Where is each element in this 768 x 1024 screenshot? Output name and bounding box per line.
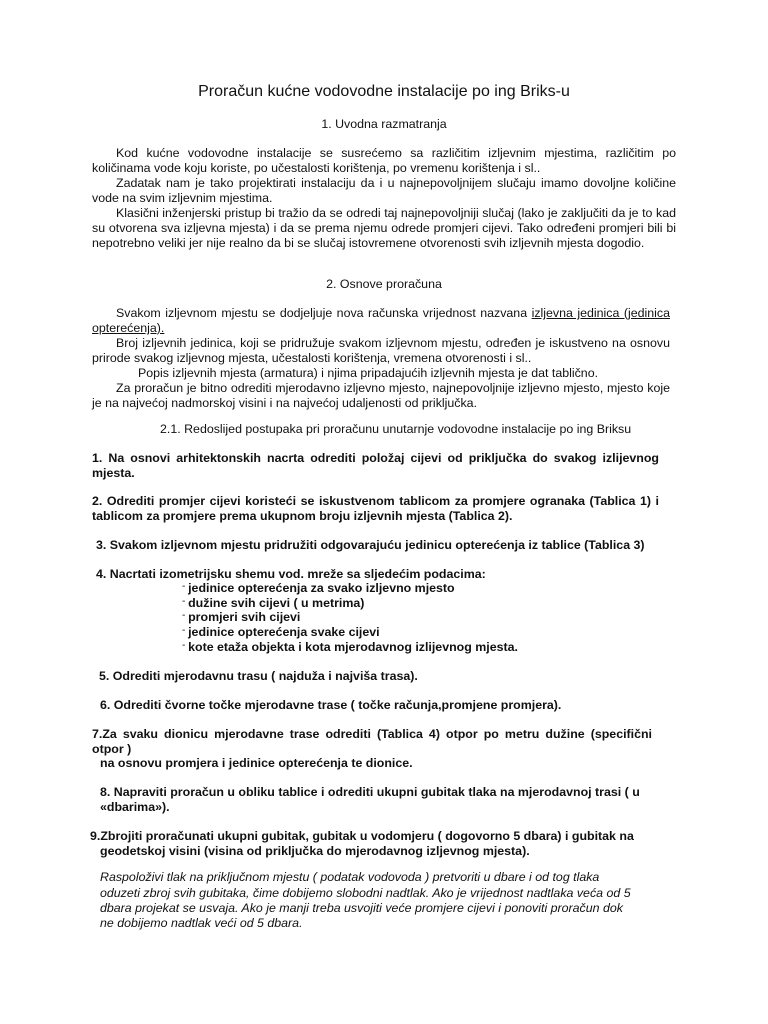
section-1-paragraph-2: Zadatak nam je tako projektirati instalaciju da i u najnepovoljnijem slučaju imamo dovoljne količine vode na svim izljevnim mjestima.	[92, 176, 676, 205]
step-1: 1. Na osnovi arhitektonskih nacrta odrediti položaj cijevi od priključka do svakog izlijevnog mjesta.	[92, 451, 659, 480]
step-8-continuation: «dbarima»).	[100, 800, 170, 814]
note-line: oduzeti zbroj svih gubitaka, čime dobijemo slobodni nadtlak. Ako je vrijednost nadtlaka veća od 5	[100, 886, 631, 900]
note-line: ne dobijemo nadtlak veći od 5 dbara.	[100, 916, 303, 930]
step-8: 8. Napraviti proračun u obliku tablice i odrediti ukupni gubitak tlaka na mjerodavnoj trasi ( u	[100, 785, 640, 799]
step-9: 9.Zbrojiti proračunati ukupni gubitak, gubitak u vodomjeru ( dogovorno 5 dbara) i gubitak na	[90, 829, 634, 843]
izljevna-jedinica-term: izljevna jedinica (jedinica opterećenja).	[92, 306, 670, 335]
paragraph-1-text: Svakom izljevnom mjestu se dodjeljuje nova računska vrijednost nazvana	[116, 306, 532, 320]
step-3: 3. Svakom izljevnom mjestu pridružiti odgovarajuću jedinicu opterećenja iz tablice (Tablica 3)	[96, 538, 645, 552]
section-2-paragraph-4: Za proračun je bitno odrediti mjerodavno izljevno mjesto, najnepovoljnije izljevno mjesto, mjesto koje je na najvećoj nadmorskoj visini i na najvećoj udaljenosti od priključka.	[92, 381, 670, 410]
section-2-paragraph-1	[92, 306, 670, 336]
step-2: 2. Odrediti promjer cijevi koristeći se iskustvenom tablicom za promjere ogranaka (Tablica 1) i tablicom za promjere prema ukupnom broju izljevnih mjesta (Tablica 2).	[92, 494, 659, 523]
section-2-paragraph-2: Broj izljevnih jedinica, koji se pridružuje svakom izljevnom mjestu, određen je iskustveno na osnovu prirode svakog izljevnog mjesta, učestalosti korištenja, vremena otvorenosti i sl..	[92, 336, 670, 365]
step-4: 4. Nacrtati izometrijsku shemu vod. mreže sa sljedećim podacima:	[96, 567, 486, 581]
step-7: 7.Za svaku dionicu mjerodavne trase odrediti (Tablica 4) otpor po metru dužine (specifični otpor )	[92, 727, 652, 756]
section-2-heading: 2. Osnove proračuna	[326, 277, 442, 291]
step-4-item: - jedinice opterećenja svake cijevi	[182, 625, 380, 641]
step-6: 6. Odrediti čvorne točke mjerodavne trase ( točke računja,promjene promjera).	[100, 698, 562, 712]
step-9-continuation: geodetskoj visini (visina od priključka do mjerodavnog izljevnog mjesta).	[100, 844, 530, 858]
step-4-item: - dužine svih cijevi ( u metrima)	[182, 596, 364, 612]
subsection-heading: 2.1. Redoslijed postupaka pri proračunu unutarnje vodovodne instalacije po ing Briksu	[160, 422, 632, 436]
step-4-item: - promjeri svih cijevi	[182, 610, 300, 626]
step-4-item: - kote etaža objekta i kota mjerodavnog izlijevnog mjesta.	[182, 640, 518, 656]
step-7-continuation: na osnovu promjera i jedinice opterećenja te dionice.	[100, 756, 413, 770]
step-5: 5. Odrediti mjerodavnu trasu ( najduža i najviša trasa).	[99, 669, 418, 683]
section-1-body	[92, 146, 676, 251]
section-2-body	[92, 306, 670, 411]
note-line: dbara projekat se usvaja. Ako je manji treba usvojiti veće promjere cijevi i ponoviti proračun dok	[100, 901, 623, 915]
note-line: Raspoloživi tlak na priključnom mjestu ( podatak vodovoda ) pretvoriti u dbare i od tog tlaka	[100, 870, 600, 884]
section-2-paragraph-3: Popis izljevnih mjesta (armatura) i njima pripadajućih izljevnih mjesta je dat tablično.	[138, 366, 599, 380]
section-1-paragraph-1: Kod kućne vodovodne instalacije se susrećemo sa različitim izljevnim mjestima, različitim po količinama vode koju koriste, po učestalosti korištenja, po vremenu korištenja i sl..	[92, 146, 676, 175]
step-4-item: - jedinice opterećenja za svako izljevno mjesto	[182, 581, 455, 597]
document-title: Proračun kućne vodovodne instalacije po ing Briks-u	[198, 83, 570, 100]
section-1-heading: 1. Uvodna razmatranja	[321, 117, 447, 131]
section-1-paragraph-3: Klasični inženjerski pristup bi tražio da se odredi taj najnepovoljniji slučaj (lako je zaključiti da je to kad su otvorena sva izljevna mjesta) i da se prema njemu odrede promjeri cijevi. Tako određeni promjeri bili bi nepotrebno veliki jer nije realno da bi se slučaj istovremene otvorenosti svih izljevnih mjesta dogodio.	[92, 206, 676, 250]
